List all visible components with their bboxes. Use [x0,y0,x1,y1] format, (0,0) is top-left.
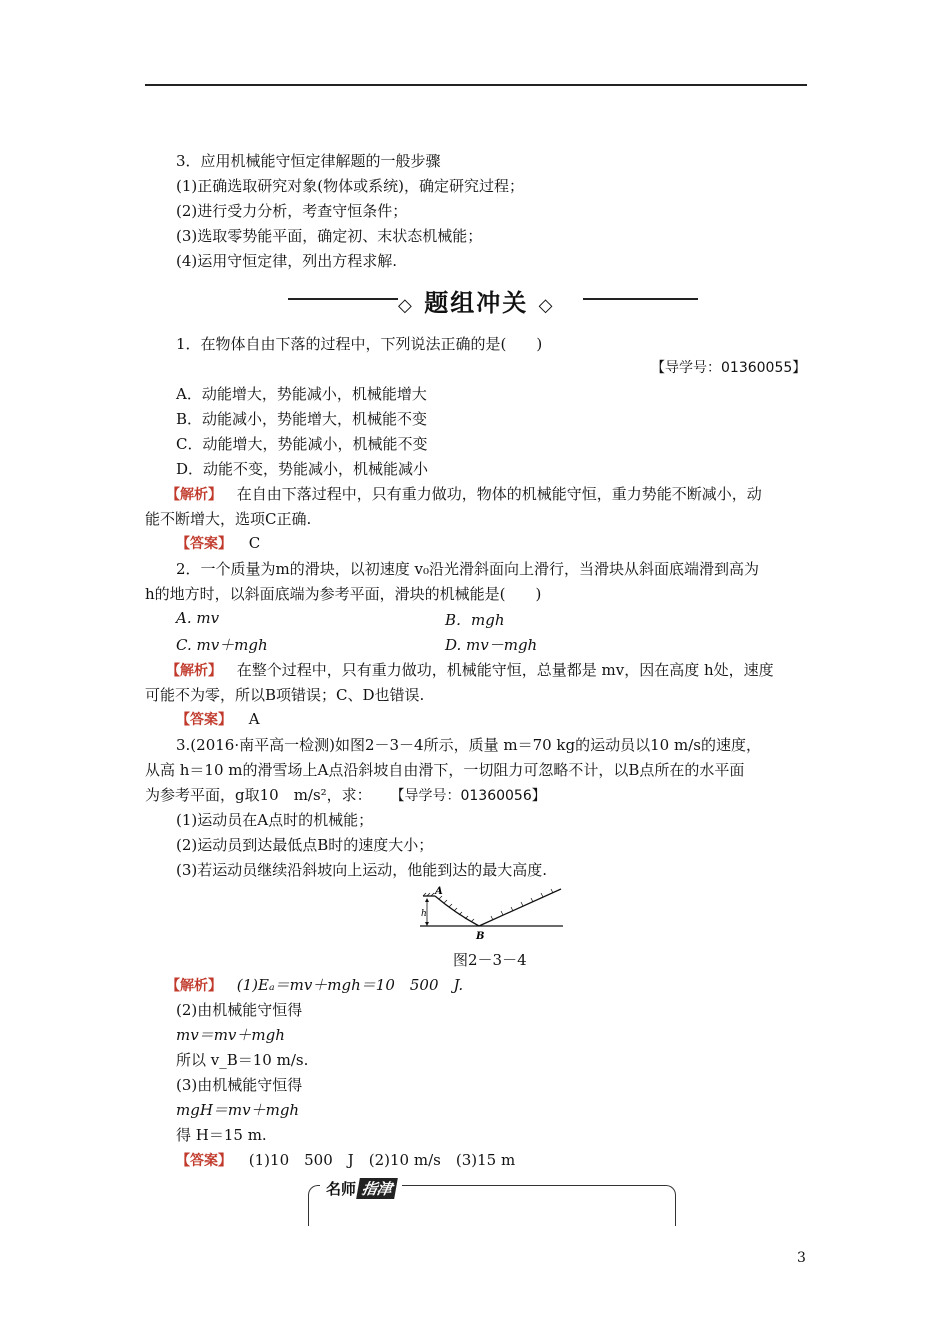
answer-value: A [248,710,260,728]
q1-answer [176,533,260,553]
q2-stem: 2．一个质量为m的滑块，以初速度 v₀沿光滑斜面向上滑行，当滑块从斜面底端滑到高为 [176,560,760,578]
q3-stem-line3 [145,784,546,805]
q1-option: B．动能减小，势能增大，机械能不变 [176,410,428,428]
header-rule-right [583,298,698,300]
q1-stem: 1．在物体自由下落的过程中，下列说法正确的是( ) [176,335,543,353]
page-number: 3 [797,1250,806,1266]
q3-part: (2)运动员到达最低点B时的速度大小； [176,836,434,854]
q2-answer [176,709,260,729]
analysis-tag: 【解析】 [166,978,222,994]
solution-line: 得 H＝15 m. [176,1126,267,1144]
q3-part: (3)若运动员继续沿斜坡向上运动，他能到达的最大高度. [176,861,548,879]
method-step: (3)选取零势能平面，确定初、末状态机械能； [176,227,483,245]
method-step: (2)进行受力分析，考查守恒条件； [176,202,408,220]
slope-figure [415,885,565,945]
answer-tag: 【答案】 [176,536,232,552]
analysis-text: 能不断增大，选项C正确. [145,510,312,528]
solution-line: (2)由机械能守恒得 [176,1001,303,1019]
analysis-text: 在自由下落过程中，只有重力做功，物体的机械能守恒，重力势能不断减小，动 [236,485,762,503]
solution-line: (1)Eₐ＝mv＋mgh＝10 500 J. [236,976,464,994]
q3-stem: 从高 h＝10 m的滑雪场上A点沿斜坡自由滑下，一切阻力可忽略不计，以B点所在的水平面 [145,761,745,779]
analysis-tag: 【解析】 [166,487,222,503]
analysis-text: 在整个过程中，只有重力做功，机械能守恒，总量都是 mv，因在高度 h处，速度 [236,661,774,679]
answer-value: (1)10 500 J (2)10 m/s (3)15 m [248,1151,516,1169]
q2-option: B．mgh [445,611,505,629]
q1-option: A．动能增大，势能减小，机械能增大 [176,385,427,403]
diamond-icon: ◇ [538,295,555,316]
q2-option: C. mv＋mgh [176,636,268,654]
method-step: (1)正确选取研究对象(物体或系统)，确定研究过程； [176,177,524,195]
diamond-icon: ◇ [398,295,414,316]
q1-analysis [166,483,762,504]
q3-stem: 3.(2016·南平高一检测)如图2－3－4所示，质量 m＝70 kg的运动员以10 m/s的速度， [176,736,761,754]
solution-line: mv＝mv＋mgh [176,1026,285,1044]
solution-line: 所以 v_B＝10 m/s. [176,1051,309,1069]
q2-stem: h的地方时，以斜面底端为参考平面，滑块的机械能是( ) [145,585,542,603]
method-step: (4)运用守恒定律，列出方程求解. [176,252,398,270]
q3-part: (1)运动员在A点时的机械能； [176,811,374,829]
method-heading: 3．应用机械能守恒定律解题的一般步骤 [176,152,441,170]
figure-label-h: h [421,909,427,919]
section-header [398,283,554,318]
answer-tag: 【答案】 [176,712,232,728]
q1-option: D．动能不变，势能减小，机械能减小 [176,460,429,478]
answer-tag: 【答案】 [176,1153,232,1169]
q3-analysis [166,974,463,995]
tip-box-label [320,1176,402,1201]
q1-option: C．动能增大，势能减小，机械能不变 [176,435,428,453]
tip-label-main: 名师 [326,1180,357,1198]
top-rule [145,84,807,86]
q1-guide-number: 【导学号：01360055】 [651,360,807,376]
figure-label-b: B [476,931,485,942]
solution-line: (3)由机械能守恒得 [176,1076,303,1094]
analysis-tag: 【解析】 [166,663,222,679]
q3-answer [176,1149,515,1170]
analysis-text: 可能不为零，所以B项错误；C、D也错误. [145,686,425,704]
tip-label-badge: 指津 [356,1178,398,1199]
q2-option: D. mv－mgh [445,636,538,654]
q3-stem: 为参考平面，g取10 m/s²，求： [145,786,372,804]
solution-line: mgH＝mv＋mgh [176,1101,300,1119]
q2-option: A. mv [176,609,220,627]
figure-caption: 图2－3－4 [453,951,527,969]
header-rule-left [288,298,398,300]
figure-label-a: A [435,886,443,897]
answer-value: C [248,534,261,552]
section-title: 题组冲关 [424,289,529,317]
q2-analysis [166,659,774,680]
q3-guide-number: 【导学号：01360056】 [390,788,546,804]
